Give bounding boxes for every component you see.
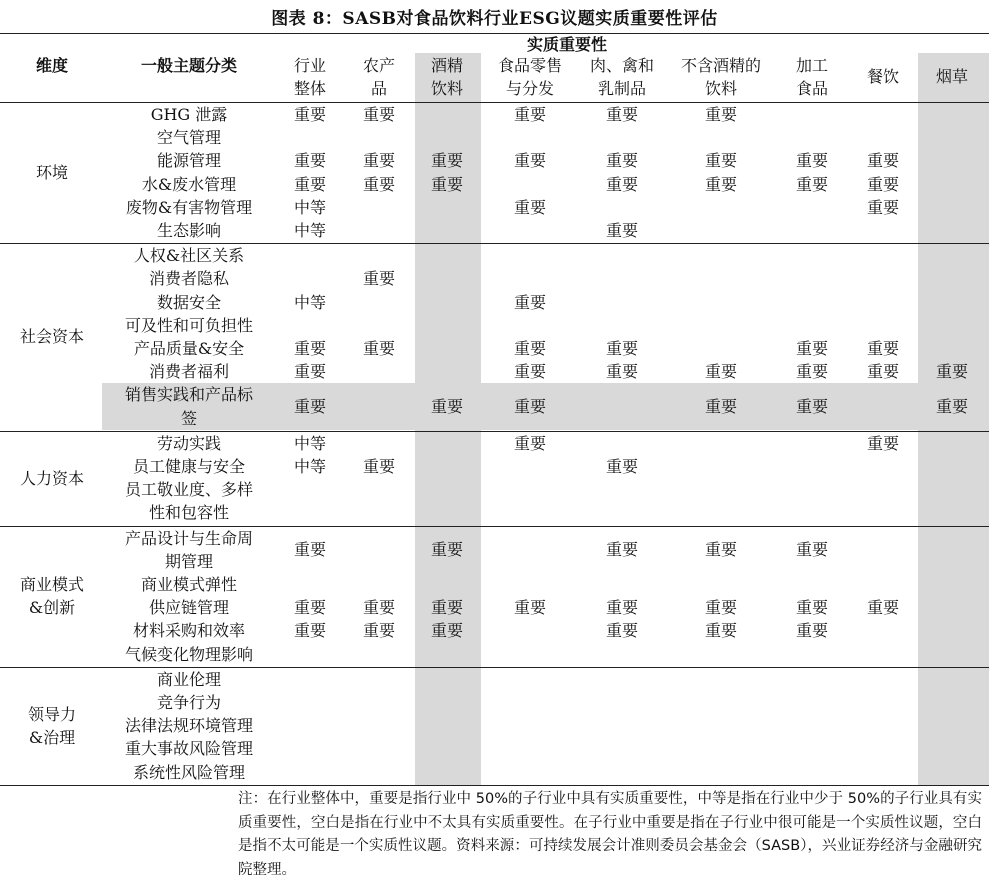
rating-cell: 重要 (430, 621, 464, 641)
rating-cell: 重要 (704, 540, 738, 560)
rating-cell: 重要 (605, 174, 639, 194)
header-materiality: 实质重要性 (526, 35, 608, 54)
section-rule (0, 431, 989, 432)
dimension-label: &创新 (28, 598, 76, 618)
column-header: 餐饮 (866, 67, 900, 86)
topic-label: 供应链管理 (148, 598, 230, 618)
column-header: 饮料 (430, 79, 464, 98)
topic-label: 数据安全 (156, 292, 222, 312)
header-topic: 一般主题分类 (140, 56, 238, 75)
topic-label: 空气管理 (156, 128, 222, 148)
column-header: 品 (370, 79, 388, 98)
rating-cell: 重要 (362, 457, 396, 476)
rating-cell: 重要 (704, 598, 738, 618)
rating-cell: 重要 (795, 397, 829, 416)
column-header: 饮料 (704, 79, 738, 98)
rating-cell: 重要 (866, 598, 900, 618)
rating-cell: 重要 (362, 598, 396, 618)
topic-label: 产品质量&安全 (133, 339, 245, 358)
topic-label: 能源管理 (156, 151, 222, 171)
rating-cell: 重要 (795, 151, 829, 171)
rating-cell: 重要 (513, 433, 547, 453)
rating-cell: 重要 (866, 362, 900, 382)
topic-label: 消费者隐私 (148, 269, 230, 289)
dimension-label: 领导力 (27, 704, 77, 724)
rating-cell: 重要 (513, 197, 547, 217)
rating-cell: 重要 (513, 598, 547, 618)
rating-cell: 中等 (293, 433, 327, 453)
column-header: 整体 (293, 79, 327, 98)
column-header: 食品零售 (497, 56, 563, 75)
dimension-label: &治理 (28, 727, 76, 747)
rating-cell: 重要 (430, 174, 464, 194)
rating-cell: 重要 (866, 433, 900, 453)
topic-label: 员工健康与安全 (132, 457, 246, 476)
topic-label: 签 (180, 408, 198, 428)
rating-cell: 重要 (605, 540, 639, 560)
column-header: 行业 (293, 56, 327, 75)
rating-cell: 重要 (293, 339, 327, 358)
column-header: 农产 (362, 56, 396, 75)
rating-cell: 中等 (293, 197, 327, 217)
column-header: 食品 (795, 79, 829, 98)
rating-cell: 重要 (293, 151, 327, 171)
rating-cell: 重要 (704, 105, 738, 124)
topic-label: 员工敬业度、多样 (124, 480, 254, 500)
rating-cell: 重要 (513, 105, 547, 124)
topic-label: 期管理 (164, 551, 214, 571)
rating-cell: 重要 (795, 339, 829, 358)
rating-cell: 重要 (704, 621, 738, 641)
rating-cell: 重要 (605, 221, 639, 240)
rating-cell: 重要 (605, 598, 639, 618)
rating-cell: 重要 (605, 105, 639, 124)
rating-cell: 重要 (513, 397, 547, 416)
rating-cell: 重要 (293, 105, 327, 124)
topic-label: 消费者福利 (148, 362, 230, 382)
dimension-label: 人力资本 (19, 468, 85, 488)
topic-label: GHG 泄露 (150, 105, 228, 124)
rating-cell: 重要 (866, 174, 900, 194)
rating-cell: 重要 (293, 174, 327, 194)
rating-cell: 重要 (795, 598, 829, 618)
topic-label: 法律法规环境管理 (124, 716, 254, 736)
topic-label: 系统性风险管理 (132, 762, 246, 782)
topic-label: 商业伦理 (156, 669, 222, 689)
topic-label: 产品设计与生命周 (124, 528, 254, 548)
header-rule (0, 102, 989, 103)
rating-cell: 重要 (935, 362, 969, 382)
rating-cell: 重要 (430, 397, 464, 416)
footnote: 注：在行业整体中，重要是指行业中 50%的子行业中具有实质重要性，中等是指在行业中少于 50%的子行业具有实质重要性，空白是指在行业中不太具有实质重要性。在子行业中重要是指在子行业中很可能是一个实质性议题，空白是指不太可能是一个实质性议题。资料来源：可持续发展会计准则委员会基金会（SASB），兴业证券经济与金融研究院整理。 (238, 791, 982, 878)
topic-label: 重大事故风险管理 (124, 739, 254, 759)
rating-cell: 重要 (430, 598, 464, 618)
rating-cell: 重要 (866, 197, 900, 217)
rating-cell: 重要 (513, 292, 547, 312)
topic-label: 可及性和可负担性 (124, 315, 254, 335)
top-rule (0, 33, 989, 34)
rating-cell: 重要 (704, 174, 738, 194)
rating-cell: 重要 (605, 151, 639, 171)
rating-cell: 重要 (704, 397, 738, 416)
rating-cell: 重要 (293, 621, 327, 641)
column-header: 肉、禽和 (589, 56, 655, 75)
topic-label: 生态影响 (156, 221, 222, 240)
rating-cell: 重要 (293, 362, 327, 382)
column-header: 不含酒精的 (680, 56, 762, 75)
rating-cell: 重要 (795, 540, 829, 560)
rating-cell: 重要 (935, 397, 969, 416)
rating-cell: 重要 (795, 362, 829, 382)
rating-cell: 重要 (605, 362, 639, 382)
rating-cell: 重要 (293, 540, 327, 560)
rating-cell: 重要 (513, 339, 547, 358)
rating-cell: 重要 (362, 621, 396, 641)
column-header: 酒精 (430, 56, 464, 75)
rating-cell: 重要 (362, 105, 396, 124)
rating-cell: 重要 (513, 362, 547, 382)
topic-label: 人权&社区关系 (133, 246, 245, 266)
topic-label: 废物&有害物管理 (125, 197, 253, 217)
column-header: 加工 (795, 56, 829, 75)
topic-label: 销售实践和产品标 (124, 385, 254, 405)
rating-cell: 中等 (293, 221, 327, 240)
dimension-label: 环境 (35, 163, 69, 182)
rating-cell: 重要 (362, 269, 396, 289)
topic-label: 性和包容性 (148, 503, 230, 523)
topic-label: 商业模式弹性 (140, 575, 238, 594)
dimension-label: 商业模式 (19, 575, 85, 594)
rating-cell: 重要 (605, 457, 639, 476)
rating-cell: 重要 (866, 339, 900, 358)
rating-cell: 中等 (293, 457, 327, 476)
rating-cell: 重要 (605, 621, 639, 641)
topic-label: 竞争行为 (156, 693, 222, 712)
rating-cell: 重要 (293, 397, 327, 416)
rating-cell: 重要 (795, 174, 829, 194)
rating-cell: 重要 (704, 362, 738, 382)
page-title: 图表 8：SASB对食品饮料行业ESG议题实质重要性评估 (271, 9, 718, 29)
column-header: 与分发 (505, 79, 555, 98)
header-dimension: 维度 (35, 56, 69, 75)
rating-cell: 重要 (362, 339, 396, 358)
column-header: 烟草 (935, 67, 969, 86)
bottom-rule (0, 785, 989, 786)
rating-cell: 重要 (362, 174, 396, 194)
rating-cell: 重要 (293, 598, 327, 618)
rating-cell: 重要 (605, 339, 639, 358)
rating-cell: 重要 (430, 540, 464, 560)
topic-label: 水&废水管理 (141, 174, 237, 194)
rating-cell: 重要 (362, 151, 396, 171)
section-rule (0, 667, 989, 668)
rating-cell: 重要 (704, 151, 738, 171)
topic-label: 材料采购和效率 (132, 621, 246, 641)
topic-label: 劳动实践 (156, 433, 222, 453)
rating-cell: 重要 (513, 151, 547, 171)
topic-label: 气候变化物理影响 (124, 644, 254, 664)
column-header: 乳制品 (597, 79, 647, 98)
rating-cell: 中等 (293, 292, 327, 312)
rating-cell: 重要 (795, 621, 829, 641)
dimension-label: 社会资本 (19, 327, 85, 347)
rating-cell: 重要 (430, 151, 464, 171)
rating-cell: 重要 (866, 151, 900, 171)
